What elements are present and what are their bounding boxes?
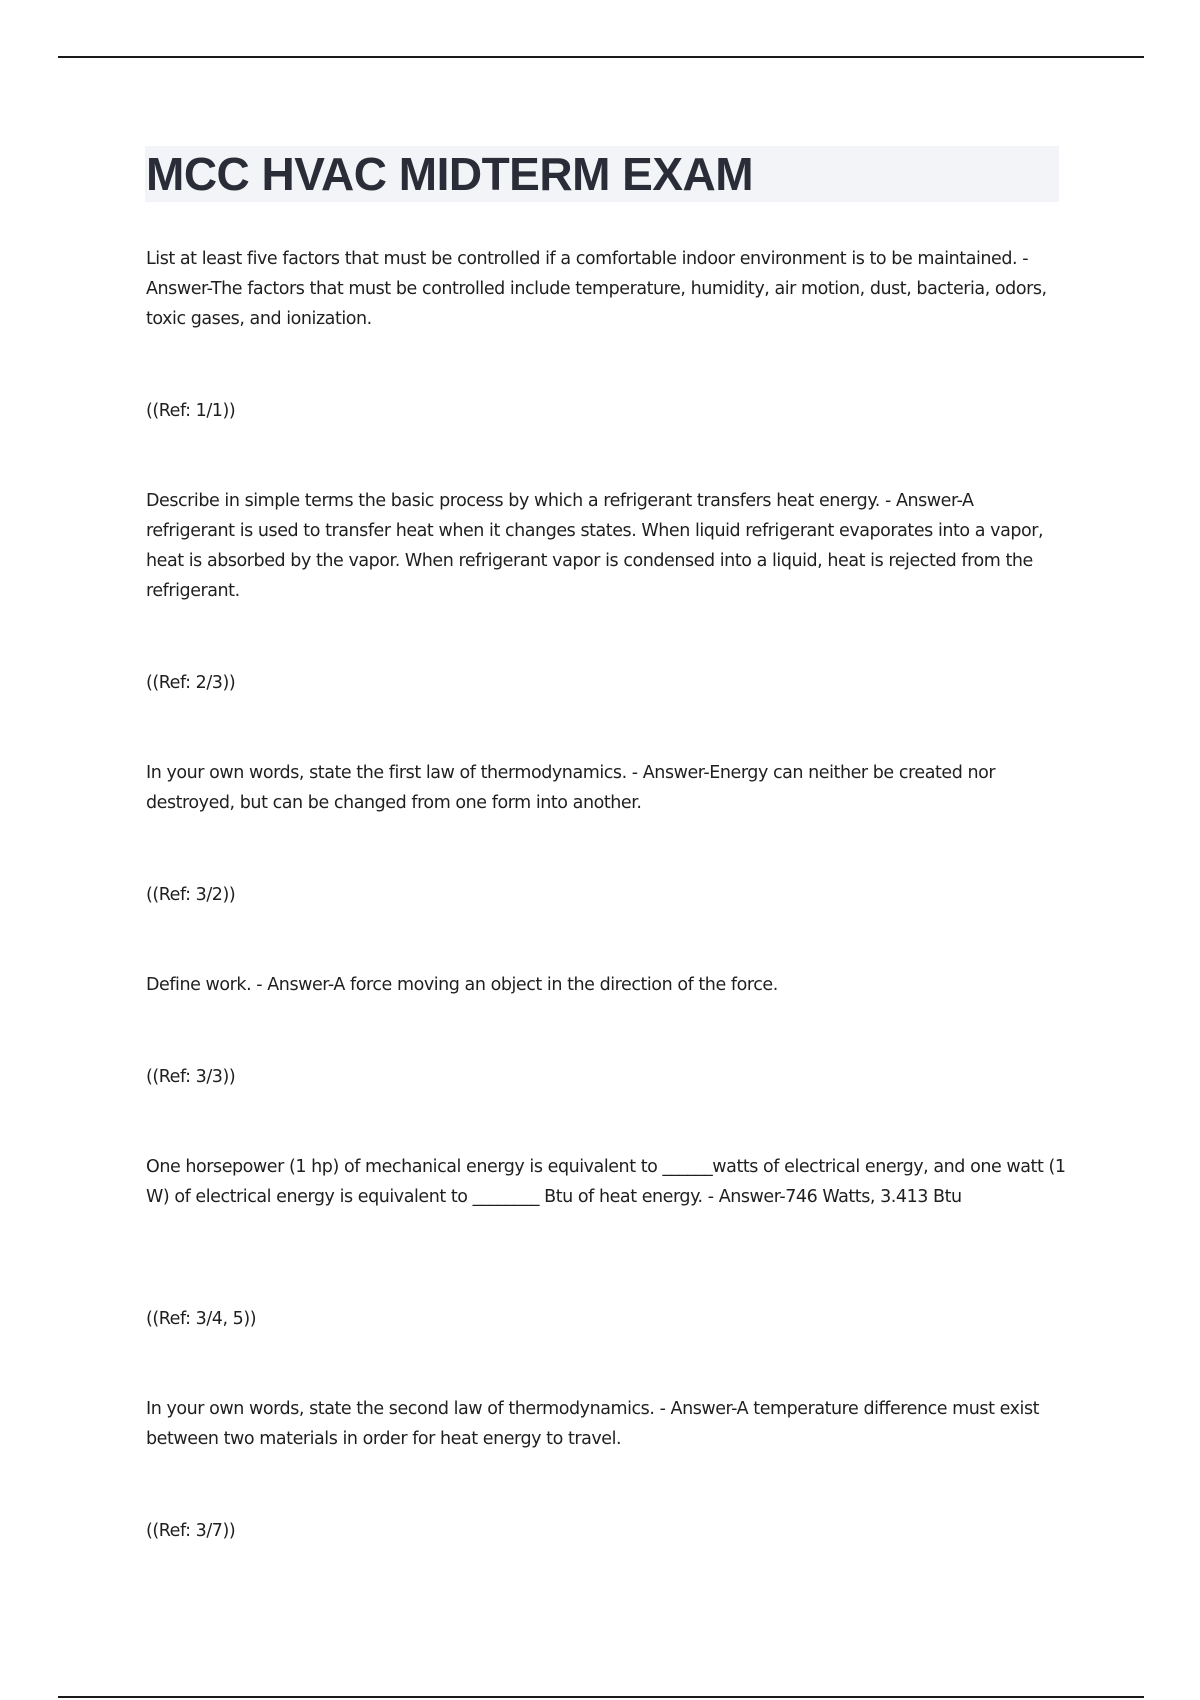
question-answer-text: List at least five factors that must be controlled if a comfortable indoor environment is to be maintained. - Answer-The factors that must be controlled include temperature, humidity, air motion, dust, bacteria, odors, toxic gases, and ionization. (146, 249, 1047, 329)
question-answer-6 (146, 1394, 1066, 1454)
reference-4 (146, 1062, 1066, 1092)
question-answer-text: Define work. - Answer-A force moving an object in the direction of the force. (146, 975, 778, 995)
top-rule (58, 56, 1144, 58)
bottom-rule (58, 1696, 1144, 1698)
question-answer-4 (146, 970, 1066, 1000)
reference-text: ((Ref: 2/3)) (146, 673, 236, 693)
page-title: MCC HVAC MIDTERM EXAM (146, 148, 754, 200)
question-answer-text: Describe in simple terms the basic process by which a refrigerant transfers heat energy. - Answer-A refrigerant is used to transfer heat when it changes states. When liquid refrigerant evaporates into a vapor, heat is absorbed by the vapor. When refrigerant vapor is condensed into a liquid, heat is rejected from the refrigerant. (146, 491, 1044, 601)
reference-text: ((Ref: 3/4, 5)) (146, 1309, 257, 1329)
document-body (146, 244, 1066, 1546)
reference-5 (146, 1304, 1066, 1334)
reference-2 (146, 668, 1066, 698)
question-answer-5 (146, 1152, 1066, 1242)
reference-text: ((Ref: 3/7)) (146, 1521, 236, 1541)
reference-3 (146, 880, 1066, 910)
reference-6 (146, 1516, 1066, 1546)
question-answer-2 (146, 486, 1066, 606)
question-answer-text: In your own words, state the first law of thermodynamics. - Answer-Energy can neither be created nor destroyed, but can be changed from one form into another. (146, 763, 996, 813)
question-answer-3 (146, 758, 1066, 818)
question-answer-text: In your own words, state the second law of thermodynamics. - Answer-A temperature difference must exist between two materials in order for heat energy to travel. (146, 1399, 1040, 1449)
question-answer-text: One horsepower (1 hp) of mechanical energy is equivalent to ______watts of electrical energy, and one watt (1 W) of electrical energy is equivalent to ________ Btu of heat energy. - Answer-746 Watts, 3.413 Btu (146, 1157, 1066, 1207)
reference-text: ((Ref: 1/1)) (146, 401, 236, 421)
reference-text: ((Ref: 3/3)) (146, 1067, 236, 1087)
reference-text: ((Ref: 3/2)) (146, 885, 236, 905)
reference-1 (146, 396, 1066, 426)
question-answer-1 (146, 244, 1066, 334)
